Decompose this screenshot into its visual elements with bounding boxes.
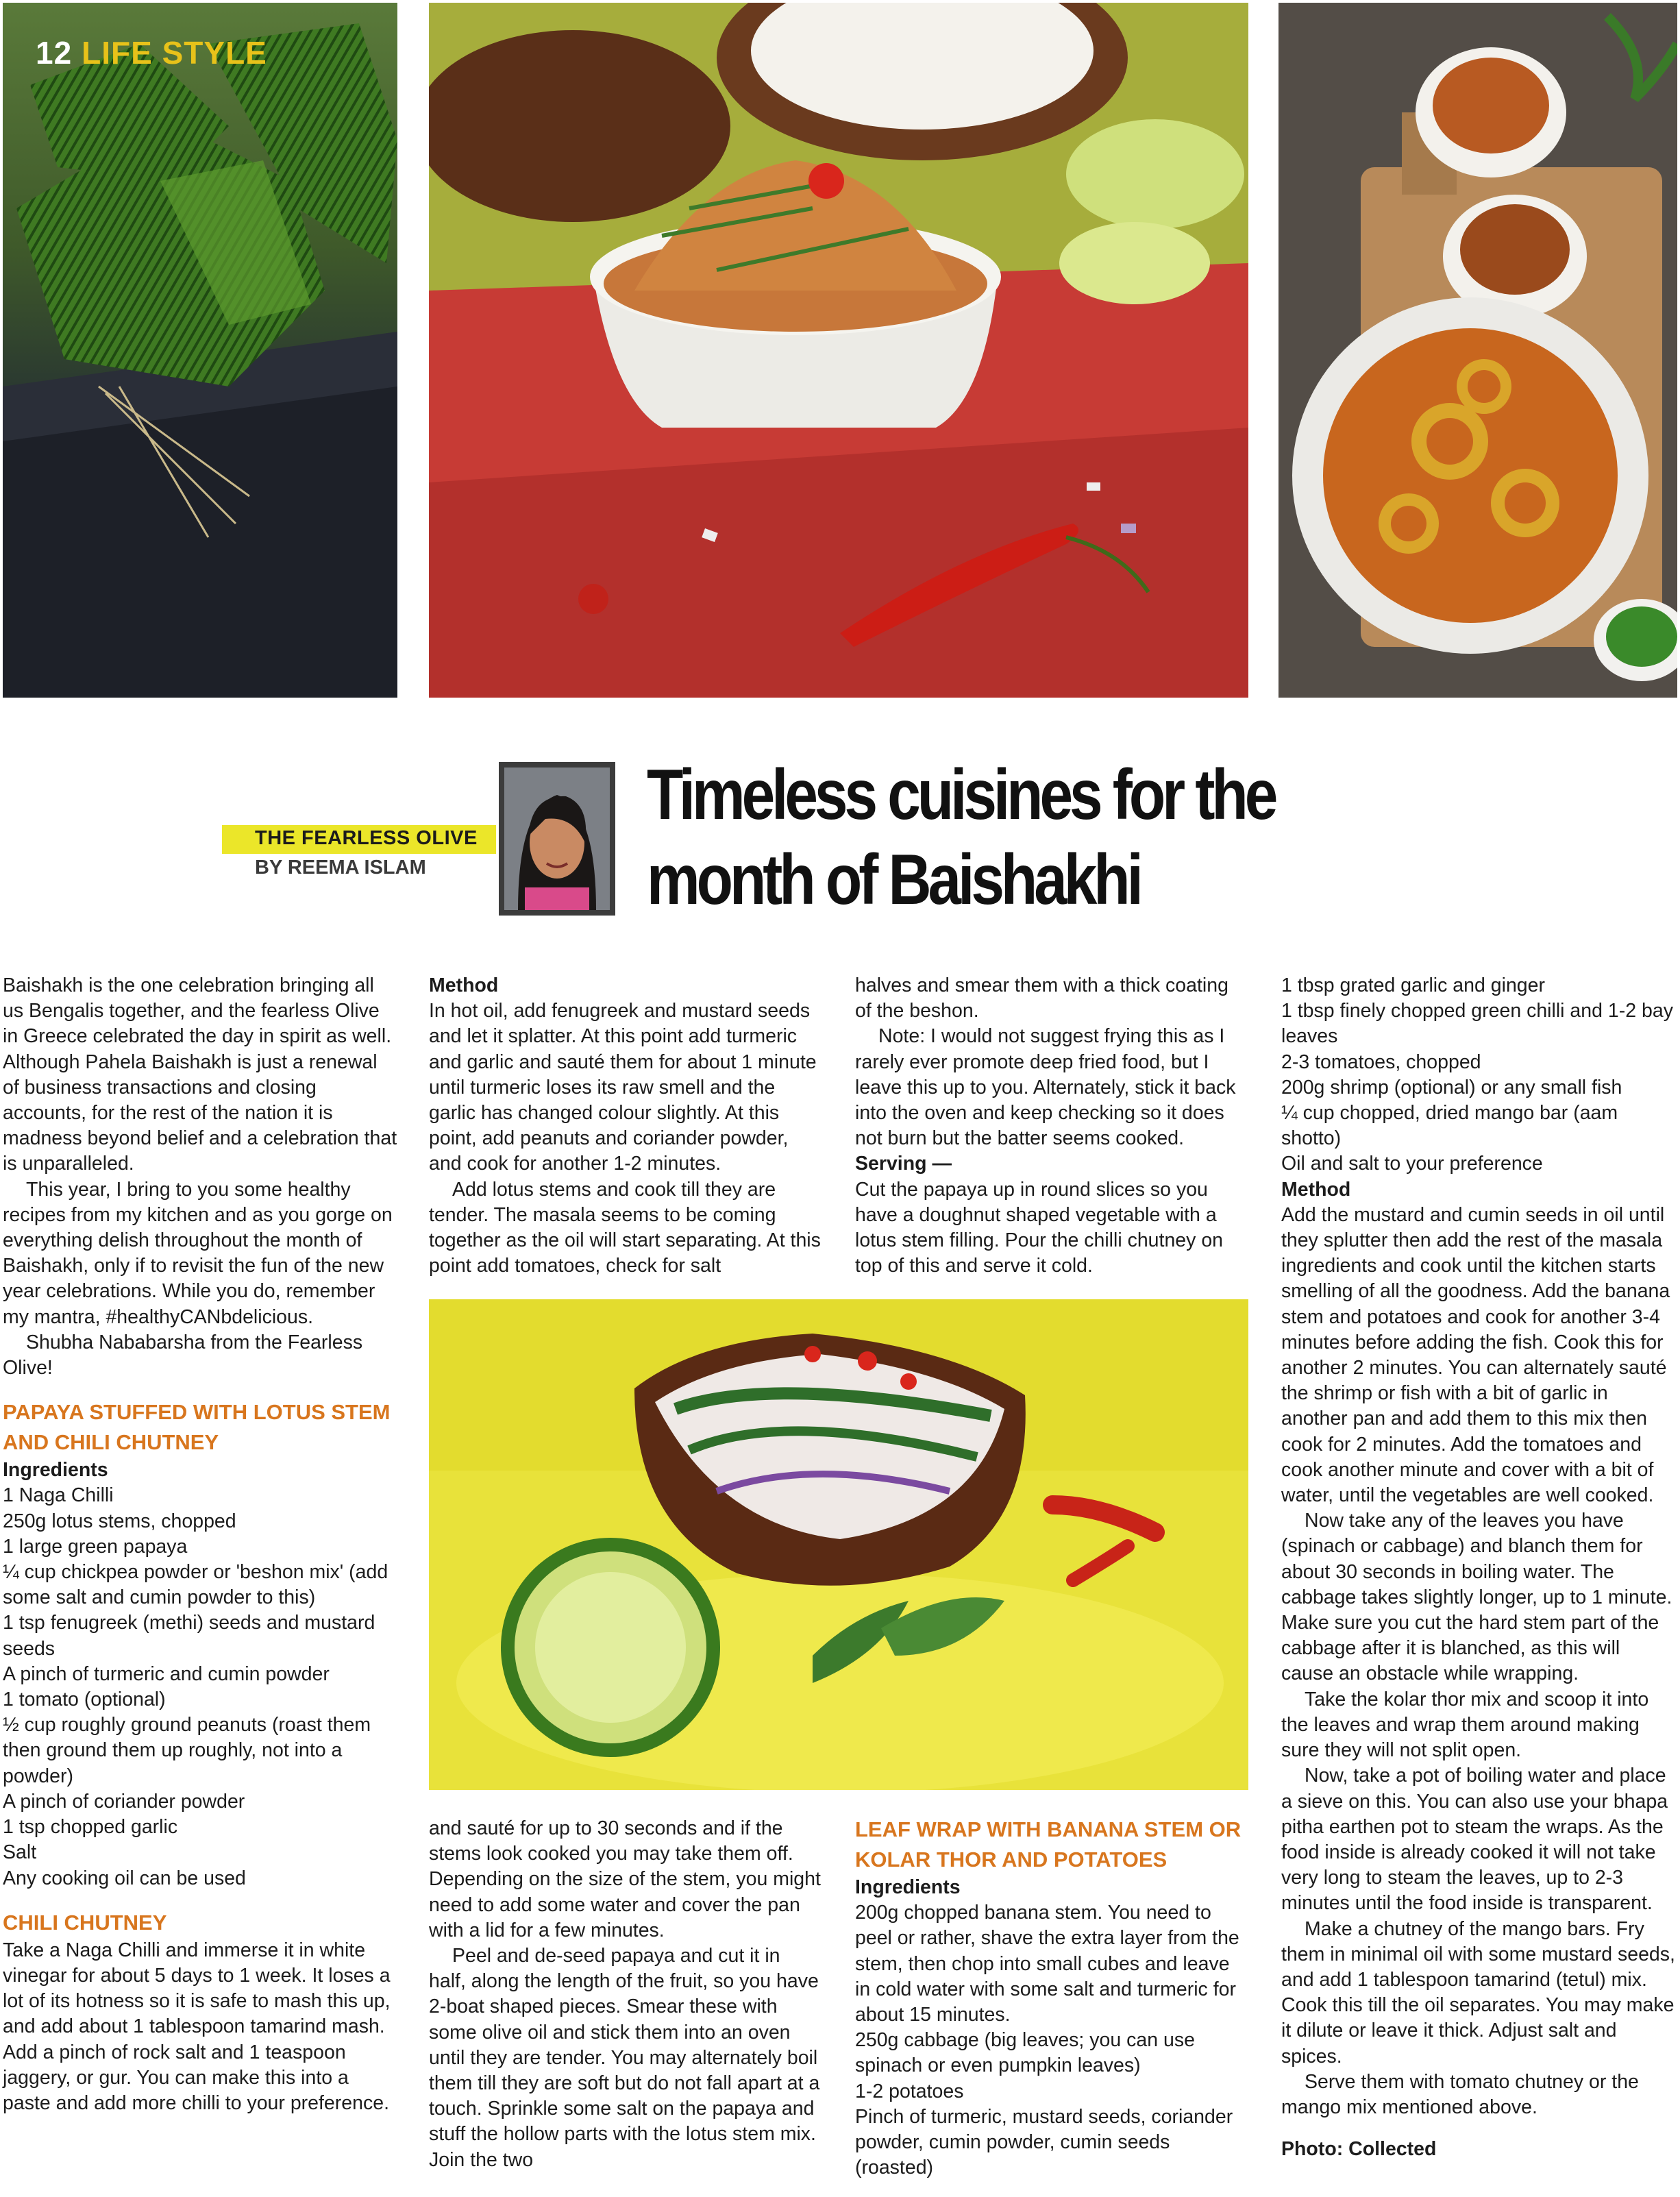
- ingredient-item: ¼ cup chickpea powder or 'beshon mix' (add some salt and cumin powder to this): [3, 1561, 388, 1609]
- serving-paragraph: Cut the papaya up in round slices so you have a doughnut shaped vegetable with a lotus stem filling. Pour the chilli chutney on top of this and serve it cold.: [855, 1178, 1224, 1277]
- method-heading: Method: [1281, 1178, 1351, 1201]
- column-2-top: [429, 973, 821, 1279]
- column-2-bottom: [429, 1816, 821, 2173]
- author-headshot: [499, 762, 615, 916]
- method-paragraph: Add the mustard and cumin seeds in oil until they splutter then add the rest of the masala ingredients and cook until the kitchen starts smelling of all the goodness. Add the banana stem and potatoes and cook for another 3-4 minutes before adding the fish. Cook this for another 2 minutes. You can alternately sauté the shrimp or fish with a bit of garlic in another pan and add them to this mix then cook for 2 minutes. Add the tomatoes and cook another minute and cover with a bit of water, until the vegetables are well cooked.: [1281, 1203, 1670, 1507]
- papaya-dish-photo: [429, 3, 1248, 698]
- method-paragraph: Add lotus stems and cook till they are tender. The masala seems to be coming together as the oil will start separating. At this point add tomatoes, check for salt: [429, 1178, 821, 1277]
- ingredient-item: 1 tsp fenugreek (methi) seeds and mustard seeds: [3, 1612, 375, 1660]
- method-paragraph: Now, take a pot of boiling water and place a sieve on this. You can also use your bhapa pitha earthen pot to steam the wraps. As the food inside is already cooked it will not take very long to steam the leaves, up to 2-3 minutes until the food inside is transparent.: [1281, 1765, 1668, 1915]
- ingredient-item: Pinch of turmeric, mustard seeds, coriander powder, cumin powder, cumin seeds (roasted): [855, 2105, 1233, 2179]
- headline: Timeless cuisines for the month of Baishakhi: [647, 755, 1275, 920]
- lotus-stem-photo: [1278, 3, 1677, 698]
- method-paragraph: halves and smear them with a thick coating of the beshon.: [855, 974, 1228, 1022]
- ingredient-item: A pinch of turmeric and cumin powder: [3, 1662, 330, 1685]
- page-number: 12: [36, 35, 73, 71]
- ingredient-item: 250g cabbage (big leaves; you can use spinach or even pumpkin leaves): [855, 2029, 1195, 2077]
- leaf-wrap-photo: [3, 3, 397, 698]
- ingredient-item: 1 tsp chopped garlic: [3, 1816, 178, 1839]
- ingredient-item: 2-3 tomatoes, chopped: [1281, 1051, 1481, 1073]
- ingredient-item: 1 tbsp finely chopped green chilli and 1-2 bay leaves: [1281, 1000, 1673, 1048]
- method-paragraph: In hot oil, add fenugreek and mustard seeds and let it splatter. At this point add turmeric and garlic and sauté them for about 1 minute until turmeric loses its raw smell and the garlic has changed colour slightly. At this point, add peanuts and coriander powder, and cook for another 1-2 minutes.: [429, 1000, 817, 1175]
- intro-paragraph: Shubha Nababarsha from the Fearless Olive!: [3, 1331, 363, 1379]
- ingredient-item: 1 tbsp grated garlic and ginger: [1281, 974, 1546, 996]
- method-paragraph: Make a chutney of the mango bars. Fry them in minimal oil with some mustard seeds, and add 1 tablespoon tamarind (tetul) mix. Cook this till the oil separates. You may make it dilute or leave it thick. Adjust salt and spices.: [1281, 1917, 1675, 2067]
- chutney-paragraph: Take a Naga Chilli and immerse it in white vinegar for about 5 days to 1 week. It loses a lot of its hotness so it is safe to mash this up, and add about 1 tablespoon tamarind mash. Add a pinch of rock salt and 1 teaspoon jaggery, or gur. You can make this into a paste and add more chilli to your preference.: [3, 1939, 391, 2114]
- ingredient-item: ¼ cup chopped, dried mango bar (aam shotto): [1281, 1102, 1618, 1150]
- coconut-salad-photo: [429, 1299, 1248, 1790]
- method-paragraph: Serve them with tomato chutney or the mango mix mentioned above.: [1281, 2070, 1639, 2118]
- ingredient-item: 200g shrimp (optional) or any small fish: [1281, 1076, 1622, 1098]
- photo-credit: Photo: Collected: [1281, 2138, 1437, 2161]
- ingredient-item: Salt: [3, 1841, 37, 1864]
- ingredient-item: ½ cup roughly ground peanuts (roast them then ground them up roughly, not into a powder): [3, 1714, 371, 1787]
- ingredient-item: Oil and salt to your preference: [1281, 1153, 1543, 1175]
- ingredient-item: 1 tomato (optional): [3, 1689, 166, 1711]
- section-name: LIFE STYLE: [82, 35, 267, 71]
- note-paragraph: Note: I would not suggest frying this as I rarely ever promote deep fried food, but I leave this up to you. Alternately, stick it back into the oven and keep checking so it does not burn but the batter seems cooked.: [855, 1025, 1236, 1150]
- byline: BY REEMA ISLAM: [255, 857, 426, 879]
- ingredient-item: 1 Naga Chilli: [3, 1484, 114, 1507]
- method-heading: Method: [429, 974, 499, 996]
- ingredient-item: 200g chopped banana stem. You need to peel or rather, shave the extra layer from the stem, then chop into small cubes and leave in cold water with some salt and turmeric for about 15 minutes.: [855, 1902, 1239, 2026]
- ingredient-item: 250g lotus stems, chopped: [3, 1510, 236, 1532]
- method-paragraph: and sauté for up to 30 seconds and if the stems look cooked you may take them off. Depending on the size of the stem, you might need to add some water and cover the pan with a lid for a few minutes.: [429, 1817, 821, 1941]
- column-4: [1281, 973, 1677, 2162]
- ingredient-item: Any cooking oil can be used: [3, 1867, 246, 1889]
- kicker: THE FEARLESS OLIVE: [255, 827, 478, 849]
- method-paragraph: Now take any of the leaves you have (spinach or cabbage) and blanch them for about 30 seconds in boiling water. The cabbage takes slightly longer, up to 1 minute. Make sure you cut the hard stem part of the cabbage after it is blanched, as this will cause an obstacle while wrapping.: [1281, 1510, 1672, 1685]
- recipe-subtitle: CHILI CHUTNEY: [3, 1910, 167, 1935]
- method-paragraph: Peel and de-seed papaya and cut it in half, along the length of the fruit, so you have 2-boat shaped pieces. Smear these with some olive oil and stick them into an oven until they are tender. You may alternately boil them till they are soft but do not fall apart at a touch. Sprinkle some salt on the papaya and stuff the hollow parts with the lotus stem mix. Join the two: [429, 1945, 820, 2171]
- ingredient-item: 1-2 potatoes: [855, 2080, 964, 2102]
- column-3-top: [855, 973, 1247, 1279]
- ingredients-heading: Ingredients: [3, 1459, 108, 1482]
- column-3-bottom: [855, 1815, 1247, 2181]
- ingredient-item: A pinch of coriander powder: [3, 1790, 245, 1813]
- intro-paragraph: Baishakh is the one celebration bringing all us Bengalis together, and the fearless Olive in Greece celebrated the day in spirit as well. Although Pahela Baishakh is just a renewal of business transactions and closing accounts, for the rest of the nation it is madness beyond belief and a celebration that is unparalleled.: [3, 974, 397, 1175]
- recipe-title: PAPAYA STUFFED WITH LOTUS STEM AND CHILI CHUTNEY: [3, 1400, 391, 1455]
- method-paragraph: Take the kolar thor mix and scoop it into the leaves and wrap them around making sure they will not split open.: [1281, 1688, 1649, 1762]
- masthead: [36, 34, 267, 71]
- ingredients-heading: Ingredients: [855, 1876, 961, 1898]
- intro-paragraph: This year, I bring to you some healthy recipes from my kitchen and as you gorge on everything delish throughout the month of Baishakh, only if to revisit the fun of the new year celebrations. While you do, remember my mantra, #healthyCANbdelicious.: [3, 1178, 393, 1328]
- recipe-title: LEAF WRAP WITH BANANA STEM OR KOLAR THOR AND POTATOES: [855, 1817, 1242, 1871]
- ingredient-item: 1 large green papaya: [3, 1535, 188, 1558]
- serving-heading: Serving —: [855, 1153, 952, 1175]
- column-1: [3, 973, 397, 2116]
